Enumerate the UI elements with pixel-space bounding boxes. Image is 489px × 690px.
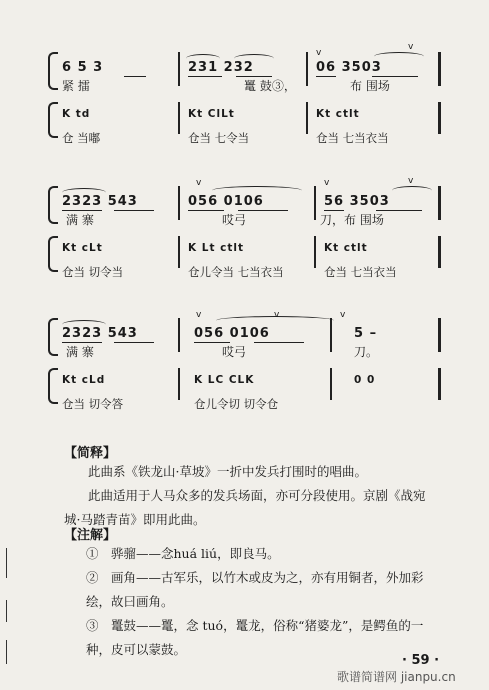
- system-brace: [48, 318, 58, 356]
- lyric-measure-3: 刀，布 围场: [320, 213, 384, 227]
- barline: [314, 186, 316, 220]
- lyric-measure-3: 布 围场: [350, 79, 390, 93]
- notation-measure-2: 056 0106: [188, 194, 264, 209]
- breath-mark: v: [196, 178, 202, 188]
- syllable-measure-1: 仓当 切令答: [62, 397, 124, 411]
- percussion-measure-1: K td: [62, 108, 91, 120]
- barline: [178, 368, 180, 400]
- syllable-measure-1: 仓 当嘟: [62, 131, 101, 145]
- system-brace: [48, 52, 58, 90]
- breath-mark: v: [316, 48, 322, 58]
- breath-mark: v: [408, 42, 414, 52]
- score-system-3: [48, 310, 440, 426]
- breath-mark: v: [408, 176, 414, 186]
- jianshi-paragraph-2: 此曲适用于人马众多的发兵场面，亦可分段使用。京剧《战宛城·马踏青苗》即用此曲。: [64, 488, 426, 527]
- notation-measure-3: 06 3503: [316, 60, 382, 75]
- barline: [438, 186, 441, 220]
- annotation-2: ② 画角——古军乐，以竹木或皮为之，亦有用铜者，外加彩绘，故曰画角。: [86, 570, 424, 609]
- score-system-2: [48, 176, 440, 294]
- lyric-measure-2: 哎弓: [222, 345, 247, 359]
- barline: [306, 102, 308, 134]
- barline: [306, 52, 308, 86]
- percussion-measure-3: Kt ctlt: [324, 242, 368, 254]
- lyric-measure-3: 刀。: [354, 345, 379, 359]
- notation-measure-3: 5 –: [354, 326, 378, 341]
- lyric-measure-2: 鼍 鼓③，: [244, 79, 296, 93]
- percussion-measure-3: Kt ctlt: [316, 108, 360, 120]
- annotation-1: ① 骅骝——念huá liú，即良马。: [86, 546, 280, 561]
- note-underline: [188, 76, 222, 77]
- barline: [438, 102, 441, 134]
- note-underline: [316, 76, 336, 77]
- barline: [438, 368, 441, 400]
- syllable-measure-2: 仓儿令当 七当衣当: [188, 265, 284, 279]
- barline: [178, 102, 180, 134]
- system-brace: [48, 102, 58, 138]
- syllable-measure-2: 仓儿令切 切令仓: [194, 397, 279, 411]
- breath-mark: v: [196, 310, 202, 320]
- notation-measure-1: 6 5 3: [62, 60, 104, 75]
- zhujie-heading: 【注解】: [64, 528, 117, 543]
- jianshi-heading: 【简释】: [64, 446, 117, 461]
- lyric-measure-1: 紧 擂: [62, 79, 90, 93]
- note-underline: [124, 76, 146, 77]
- system-brace: [48, 236, 58, 272]
- barline: [330, 368, 332, 400]
- lyric-measure-1: 满 寨: [66, 213, 94, 227]
- barline: [438, 236, 441, 268]
- page-number: · 59 ·: [402, 653, 440, 668]
- barline: [178, 318, 180, 352]
- percussion-measure-1: Kt cLt: [62, 242, 103, 254]
- breath-mark: v: [324, 178, 330, 188]
- breath-mark: v: [274, 310, 280, 320]
- note-underline: [254, 342, 304, 343]
- system-brace: [48, 186, 58, 224]
- system-brace: [48, 368, 58, 404]
- margin-line: [6, 548, 7, 578]
- syllable-measure-2: 仓当 七令当: [188, 131, 250, 145]
- barline: [178, 236, 180, 268]
- percussion-measure-1: Kt cLd: [62, 374, 106, 386]
- notation-measure-2: 231 232: [188, 60, 254, 75]
- barline: [314, 236, 316, 268]
- score-system-1: [48, 42, 440, 160]
- note-underline: [114, 342, 154, 343]
- barline: [178, 52, 180, 86]
- barline: [178, 186, 180, 220]
- slur: [392, 186, 432, 195]
- margin-line: [6, 640, 7, 664]
- percussion-measure-2: Kt ClLt: [188, 108, 235, 120]
- percussion-measure-3: 0 0: [354, 374, 376, 386]
- watermark: 歌谱简谱网 jianpu.cn: [337, 670, 456, 684]
- note-underline: [188, 210, 224, 211]
- notation-measure-2: 056 0106: [194, 326, 270, 341]
- notation-measure-1: 2323 543: [62, 194, 138, 209]
- barline: [438, 52, 441, 86]
- barline: [438, 318, 441, 352]
- margin-line: [6, 600, 7, 622]
- jianshi-paragraph-1: 此曲系《铁龙山·草坡》一折中发兵打围时的唱曲。: [88, 464, 367, 479]
- notation-measure-3: 56 3503: [324, 194, 390, 209]
- breath-mark: v: [340, 310, 346, 320]
- percussion-measure-2: K LC CLK: [194, 374, 255, 386]
- lyric-measure-1: 满 寨: [66, 345, 94, 359]
- percussion-measure-2: K Lt ctlt: [188, 242, 245, 254]
- annotation-3: ③ 鼍鼓——鼍，念 tuó，鼍龙，俗称“猪婆龙”，是鳄鱼的一种，皮可以蒙鼓。: [86, 618, 424, 657]
- note-underline: [114, 210, 154, 211]
- lyric-measure-2: 哎弓: [222, 213, 247, 227]
- notation-measure-1: 2323 543: [62, 326, 138, 341]
- syllable-measure-1: 仓当 切令当: [62, 265, 124, 279]
- syllable-measure-3: 仓当 七当衣当: [316, 131, 389, 145]
- syllable-measure-3: 仓当 七当衣当: [324, 265, 397, 279]
